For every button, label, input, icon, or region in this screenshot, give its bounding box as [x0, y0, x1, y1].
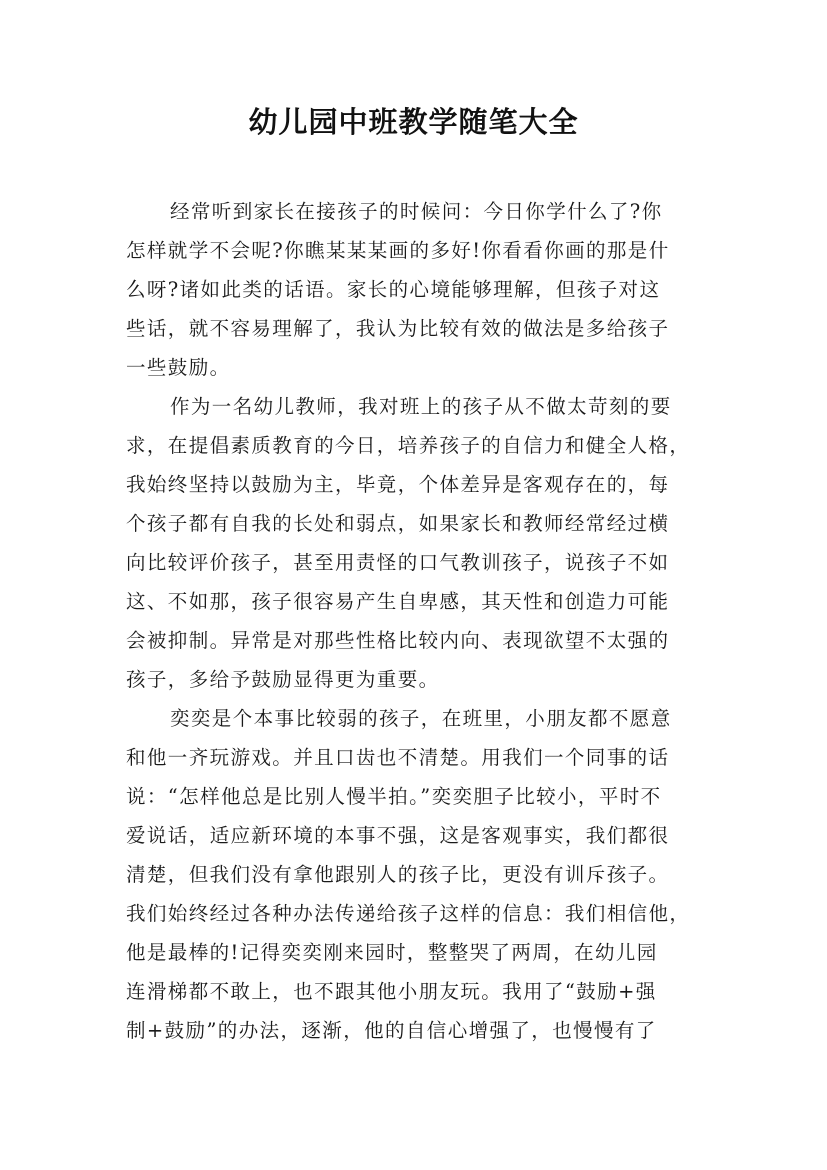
paragraph-line: 孩子，多给予鼓励显得更为重要。 [126, 668, 440, 691]
paragraph-line: 和他一齐玩游戏。并且口齿也不清楚。用我们一个同事的话 [126, 746, 670, 769]
paragraph-line: 奕奕是个本事比较弱的孩子，在班里，小朋友都不愿意 [170, 707, 672, 730]
document-title: 幼儿园中班教学随笔大全 [248, 105, 579, 139]
document-body [126, 192, 704, 1050]
paragraph-line: 说：“怎样他总是比别人慢半拍。”奕奕胆子比较小，平时不 [126, 785, 662, 808]
paragraph-line: 连滑梯都不敢上，也不跟其他小朋友玩。我用了“鼓励+强 [126, 980, 657, 1003]
paragraph-line: 个孩子都有自我的长处和弱点，如果家长和教师经常经过横 [126, 512, 670, 535]
paragraph-line: 经常听到家长在接孩子的时候问：今日你学什么了?你 [170, 200, 663, 223]
paragraph-line: 爱说话，适应新环境的本事不强，这是客观事实，我们都很 [126, 824, 670, 847]
paragraph-line: 么呀?诸如此类的话语。家长的心境能够理解，但孩子对这 [126, 278, 661, 301]
paragraph-line: 一些鼓励。 [126, 356, 231, 379]
paragraph-line: 向比较评价孩子，甚至用责怪的口气教训孩子，说孩子不如 [126, 551, 670, 574]
paragraph-line: 求，在提倡素质教育的今日，培养孩子的自信力和健全人格， [126, 434, 691, 457]
paragraph-line: 怎样就学不会呢?你瞧某某某画的多好!你看看你画的那是什 [126, 239, 670, 262]
paragraph-line: 我们始终经过各种办法传递给孩子这样的信息：我们相信他， [126, 902, 691, 925]
paragraph-line: 制+鼓励”的办法，逐渐，他的自信心增强了，也慢慢有了 [126, 1019, 657, 1042]
paragraph-line: 他是最棒的!记得奕奕刚来园时，整整哭了两周，在幼儿园 [126, 941, 658, 964]
paragraph-line: 会被抑制。异常是对那些性格比较内向、表现欲望不太强的 [126, 629, 670, 652]
paragraph-line: 些话，就不容易理解了，我认为比较有效的做法是多给孩子 [126, 317, 670, 340]
paragraph-line: 这、不如那，孩子很容易产生自卑感，其天性和创造力可能 [126, 590, 670, 613]
paragraph-line: 作为一名幼儿教师，我对班上的孩子从不做太苛刻的要 [170, 395, 672, 418]
paragraph-line: 清楚，但我们没有拿他跟别人的孩子比，更没有训斥孩子。 [126, 863, 670, 886]
paragraph-line: 我始终坚持以鼓励为主，毕竟，个体差异是客观存在的，每 [126, 473, 670, 496]
